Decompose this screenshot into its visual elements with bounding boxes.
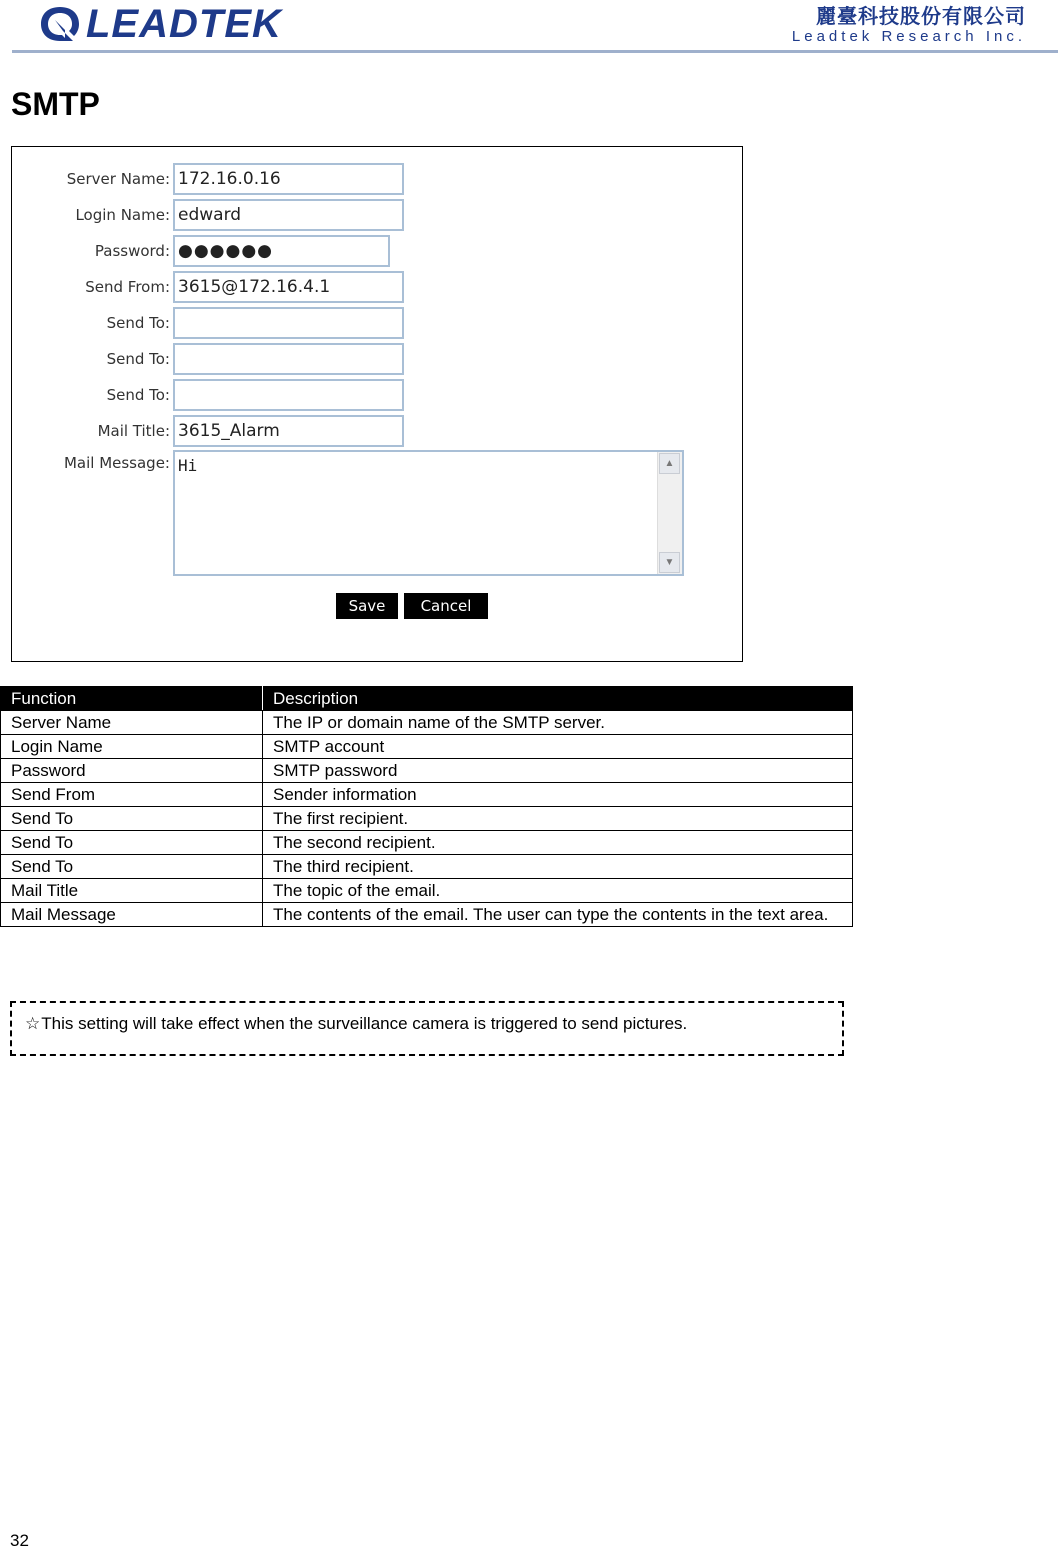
note-content	[25, 1014, 687, 1034]
function-cell: Send To	[1, 831, 263, 855]
login-name-label: Login Name:	[75, 206, 170, 224]
table-row	[1, 711, 853, 735]
function-cell: Login Name	[1, 735, 263, 759]
table-row	[1, 831, 853, 855]
server-name-input[interactable]: 172.16.0.16	[173, 163, 404, 195]
company-name	[792, 4, 1026, 46]
table-row	[1, 735, 853, 759]
page-number: 32	[10, 1531, 29, 1550]
logo-wordmark: LEADTEK	[86, 2, 282, 46]
star-icon: ☆	[25, 1014, 41, 1034]
function-cell: Send From	[1, 783, 263, 807]
page-title: SMTP	[11, 86, 100, 122]
table-header-row	[1, 687, 853, 711]
cancel-button[interactable]: Cancel	[404, 593, 488, 619]
password-input[interactable]: ●●●●●●	[173, 235, 390, 267]
table-row	[1, 903, 853, 927]
description-cell: The first recipient.	[263, 807, 853, 831]
leadtek-logo-icon	[38, 4, 82, 44]
send-to-label-2: Send To:	[106, 350, 170, 368]
send-to-label-3: Send To:	[106, 386, 170, 404]
function-cell: Password	[1, 759, 263, 783]
send-to-input-3[interactable]	[173, 379, 404, 411]
server-name-label: Server Name:	[66, 170, 170, 188]
mail-message-label: Mail Message:	[63, 454, 170, 472]
mail-title-input[interactable]: 3615_Alarm	[173, 415, 404, 447]
description-cell: The topic of the email.	[263, 879, 853, 903]
send-to-label-1: Send To:	[106, 314, 170, 332]
password-label: Password:	[94, 242, 170, 260]
send-to-input-1[interactable]	[173, 307, 404, 339]
function-cell: Send To	[1, 807, 263, 831]
table-row	[1, 855, 853, 879]
description-cell: Sender information	[263, 783, 853, 807]
smtp-settings-screenshot	[11, 146, 743, 662]
description-cell: The IP or domain name of the SMTP server.	[263, 711, 853, 735]
company-name-en: Leadtek Research Inc.	[791, 28, 1026, 45]
leadtek-logo	[38, 4, 282, 44]
table-row	[1, 879, 853, 903]
description-cell: The third recipient.	[263, 855, 853, 879]
table-row	[1, 759, 853, 783]
header-divider	[12, 50, 1058, 53]
table-row	[1, 783, 853, 807]
function-cell: Send To	[1, 855, 263, 879]
mail-message-text: Hi	[178, 456, 198, 475]
header-function: Function	[1, 687, 263, 711]
scroll-up-icon[interactable]: ▲	[659, 453, 680, 474]
message-scrollbar[interactable]	[657, 452, 682, 574]
table-row	[1, 807, 853, 831]
mail-message-textarea[interactable]	[173, 450, 684, 576]
send-from-input[interactable]: 3615@172.16.4.1	[173, 271, 404, 303]
header-description: Description	[263, 687, 853, 711]
function-cell: Mail Title	[1, 879, 263, 903]
note-text: This setting will take effect when the surveillance camera is triggered to send pictures.	[41, 1014, 688, 1033]
description-cell: The contents of the email. The user can type the contents in the text area.	[263, 903, 853, 927]
company-name-cn: 麗臺科技股份有限公司	[816, 4, 1026, 28]
send-from-label: Send From:	[85, 278, 170, 296]
function-cell: Server Name	[1, 711, 263, 735]
scroll-down-icon[interactable]: ▼	[659, 552, 680, 573]
description-cell: The second recipient.	[263, 831, 853, 855]
function-description-table	[0, 686, 853, 927]
save-button[interactable]: Save	[336, 593, 398, 619]
function-cell: Mail Message	[1, 903, 263, 927]
login-name-input[interactable]: edward	[173, 199, 404, 231]
send-to-input-2[interactable]	[173, 343, 404, 375]
mail-title-label: Mail Title:	[97, 422, 170, 440]
note-box	[10, 1001, 844, 1056]
description-cell: SMTP password	[263, 759, 853, 783]
description-cell: SMTP account	[263, 735, 853, 759]
